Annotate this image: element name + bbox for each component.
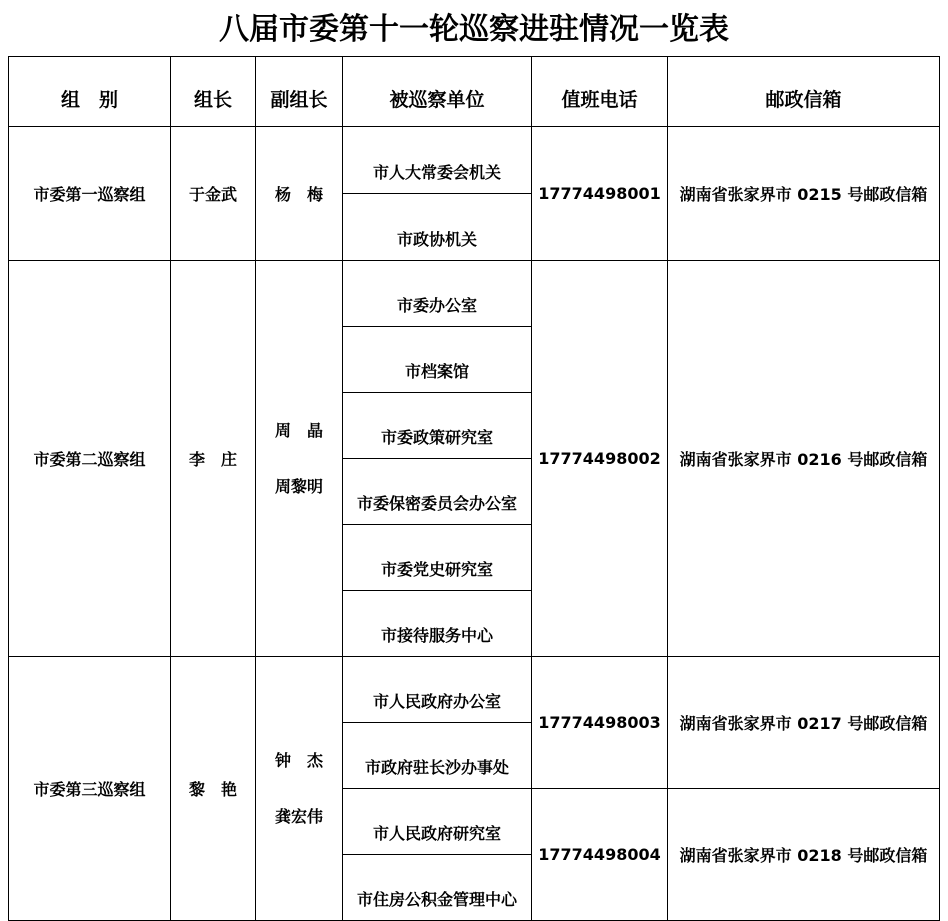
inspected-unit: 市委办公室 xyxy=(343,261,532,327)
duty-phone: 17774498003 xyxy=(532,657,668,789)
group-deputy: 龚宏伟 xyxy=(274,806,323,826)
header-unit: 被巡察单位 xyxy=(343,57,532,127)
page-title: 八届市委第十一轮巡察进驻情况一览表 xyxy=(219,12,729,47)
header-row xyxy=(9,57,940,127)
inspected-unit: 市人大常委会机关 xyxy=(343,127,532,194)
table-row xyxy=(9,127,940,194)
inspected-unit: 市住房公积金管理中心 xyxy=(343,855,532,921)
inspected-unit: 市档案馆 xyxy=(343,327,532,393)
group-deputy: 周黎明 xyxy=(274,476,323,496)
header-mailbox: 邮政信箱 xyxy=(668,57,940,127)
inspected-unit: 市政协机关 xyxy=(343,194,532,261)
postal-mailbox: 湖南省张家界市 0217 号邮政信箱 xyxy=(668,657,940,789)
group-deputies xyxy=(256,261,343,657)
postal-mailbox: 湖南省张家界市 0216 号邮政信箱 xyxy=(668,261,940,657)
inspected-unit: 市委政策研究室 xyxy=(343,393,532,459)
group-deputies xyxy=(256,657,343,921)
inspected-unit: 市委保密委员会办公室 xyxy=(343,459,532,525)
postal-mailbox: 湖南省张家界市 0215 号邮政信箱 xyxy=(668,127,940,261)
inspected-unit: 市人民政府办公室 xyxy=(343,657,532,723)
postal-mailbox: 湖南省张家界市 0218 号邮政信箱 xyxy=(668,789,940,921)
group-name: 市委第三巡察组 xyxy=(9,657,171,921)
table-row xyxy=(9,657,940,723)
inspected-unit: 市委党史研究室 xyxy=(343,525,532,591)
inspected-unit: 市人民政府研究室 xyxy=(343,789,532,855)
group-deputy: 周 晶 xyxy=(274,420,323,440)
inspected-unit: 市政府驻长沙办事处 xyxy=(343,723,532,789)
inspection-table xyxy=(8,56,940,921)
group-name: 市委第一巡察组 xyxy=(9,127,171,261)
duty-phone: 17774498002 xyxy=(532,261,668,657)
group-name: 市委第二巡察组 xyxy=(9,261,171,657)
duty-phone: 17774498004 xyxy=(532,789,668,921)
group-leader: 李 庄 xyxy=(171,261,256,657)
group-deputy: 杨 梅 xyxy=(256,127,343,261)
header-phone: 值班电话 xyxy=(532,57,668,127)
header-deputy: 副组长 xyxy=(256,57,343,127)
group-leader: 黎 艳 xyxy=(171,657,256,921)
duty-phone: 17774498001 xyxy=(532,127,668,261)
group-leader: 于金武 xyxy=(171,127,256,261)
inspected-unit: 市接待服务中心 xyxy=(343,591,532,657)
header-group: 组 别 xyxy=(9,57,171,127)
table-row xyxy=(9,261,940,327)
group-deputy: 钟 杰 xyxy=(274,750,323,770)
header-leader: 组长 xyxy=(171,57,256,127)
